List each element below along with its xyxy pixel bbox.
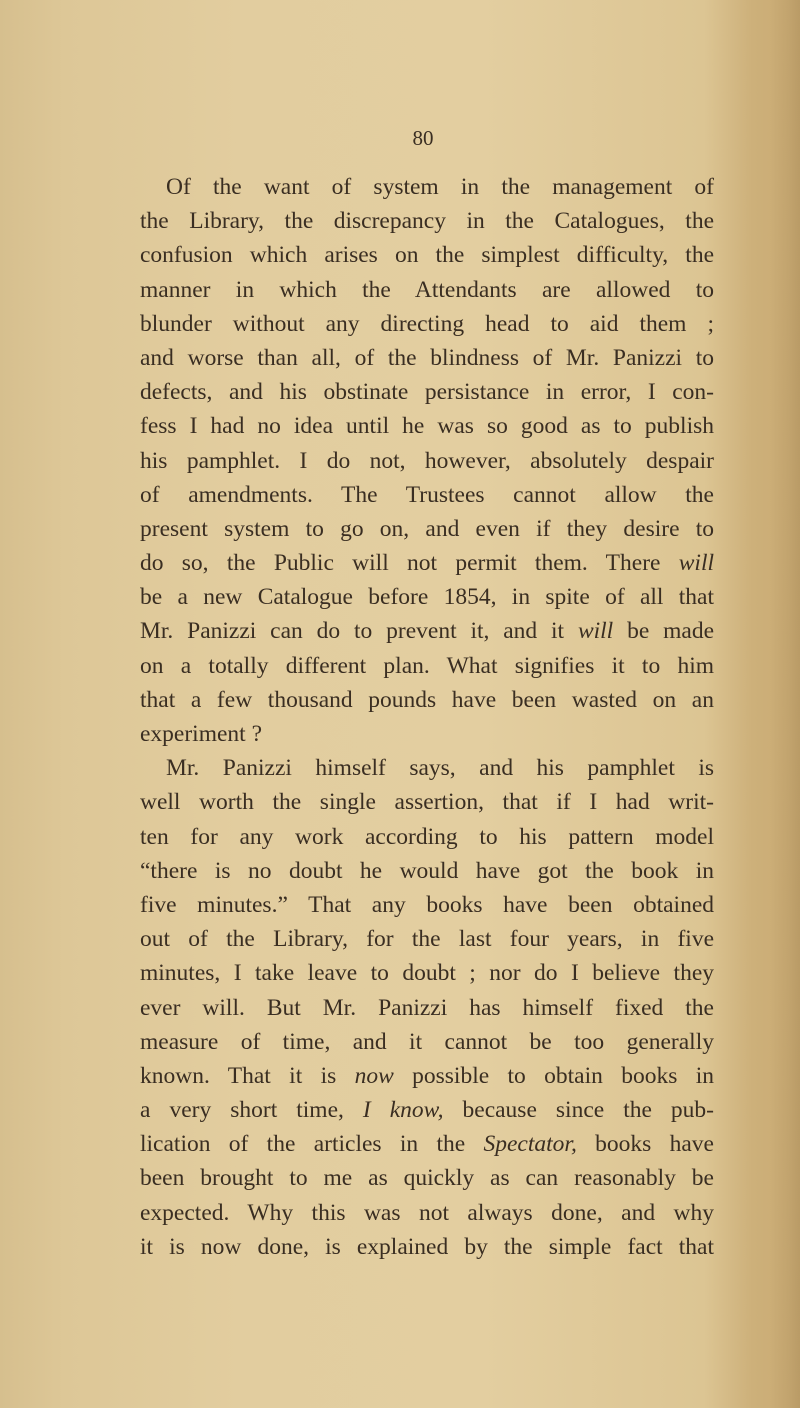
text-line: that a few thousand pounds have been wasted on an (140, 686, 714, 713)
text-line: experiment ? (140, 721, 263, 747)
text-line: Mr. Panizzi himself says, and his pamphlet is (166, 755, 714, 782)
text-line: do so, the Public will not permit them. There will (140, 550, 714, 577)
text-line: confusion which arises on the simplest difficulty, the (140, 242, 714, 269)
italic-emphasis: now (354, 1062, 394, 1089)
text-line: be a new Catalogue before 1854, in spite of all that (140, 584, 714, 611)
page-number: 80 (412, 126, 434, 150)
text-line: five minutes.” That any books have been obtained (140, 891, 714, 918)
text-line: and worse than all, of the blindness of Mr. Panizzi to (140, 344, 714, 371)
text-line: present system to go on, and even if they desire to (140, 515, 714, 542)
text-line: defects, and his obstinate persistance in error, I con- (140, 379, 714, 406)
text-line: minutes, I take leave to doubt ; nor do I believe they (140, 960, 714, 987)
body-text (140, 170, 714, 1264)
italic-emphasis: will (678, 550, 714, 577)
text-line: of amendments. The Trustees cannot allow the (140, 481, 714, 508)
text-line: been brought to me as quickly as can reasonably be (140, 1165, 714, 1192)
page-edge-shadow (770, 0, 800, 1408)
text-line: “there is no doubt he would have got the book in (140, 857, 714, 884)
italic-emphasis: will (577, 618, 614, 645)
italic-emphasis: I know, (362, 1097, 444, 1124)
text-line: out of the Library, for the last four years, in five (140, 926, 714, 953)
text-line: the Library, the discrepancy in the Catalogues, the (140, 208, 714, 235)
text-line: ever will. But Mr. Panizzi has himself fixed the (140, 994, 714, 1021)
text-line: known. That it is now possible to obtain books in (140, 1062, 714, 1089)
text-line: blunder without any directing head to aid them ; (140, 310, 714, 337)
text-line: well worth the single assertion, that if I had writ- (140, 789, 714, 816)
text-line: Mr. Panizzi can do to prevent it, and it will be made (140, 618, 714, 645)
text-line: measure of time, and it cannot be too generally (140, 1028, 714, 1055)
text-line: on a totally different plan. What signifies it to him (140, 652, 714, 679)
text-line: it is now done, is explained by the simple fact that (140, 1233, 714, 1260)
text-line: manner in which the Attendants are allowed to (140, 276, 714, 303)
text-line: expected. Why this was not always done, and why (140, 1199, 714, 1226)
italic-emphasis: Spectator, (483, 1131, 577, 1158)
text-line: fess I had no idea until he was so good as to publish (140, 413, 714, 440)
text-line: his pamphlet. I do not, however, absolutely despair (140, 447, 714, 474)
text-line: ten for any work according to his pattern model (140, 823, 714, 850)
text-line: a very short time, I know, because since the pub- (140, 1097, 715, 1124)
text-line: Of the want of system in the management of (166, 174, 714, 200)
text-line: lication of the articles in the Spectator, books have (140, 1131, 714, 1158)
